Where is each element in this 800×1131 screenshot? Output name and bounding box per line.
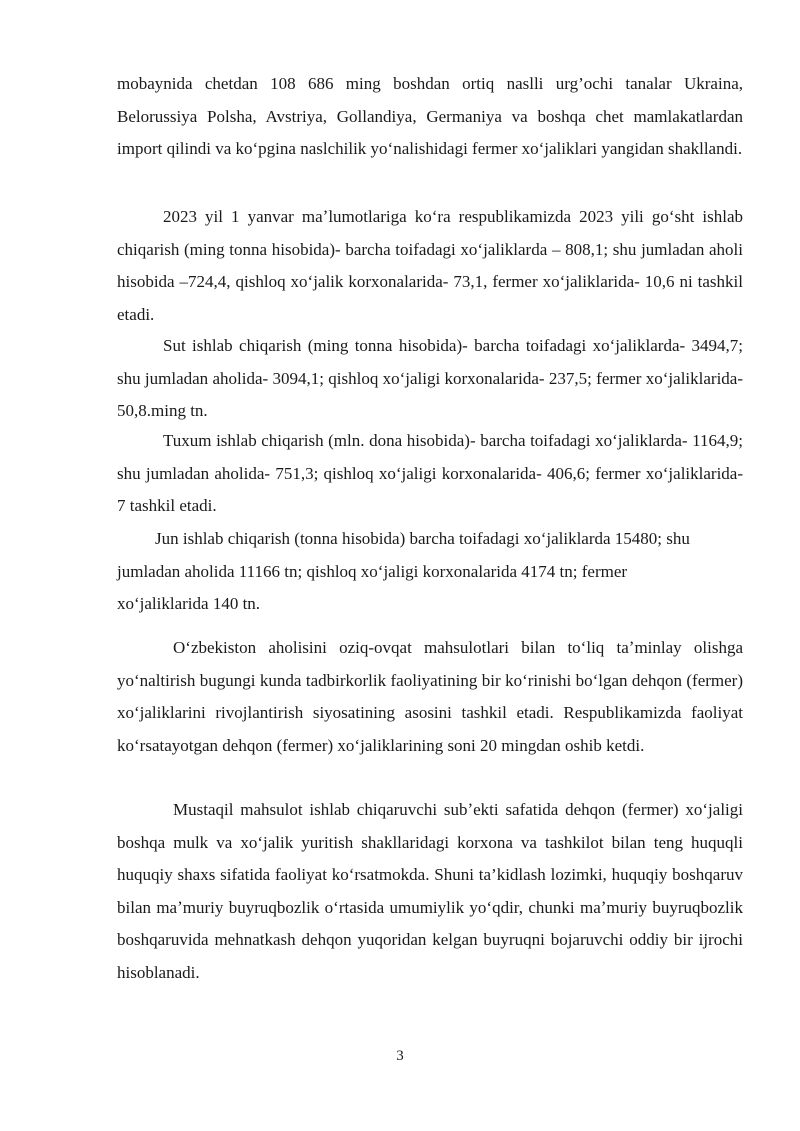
paragraph-farm-development: Oʻzbekiston aholisini oziq-ovqat mahsulotlari bilan toʻliq taʼminlay olishga yoʻnaltirish bugungi kunda tadbirkorlik faoliyatining bir koʻrinishi boʻlgan dehqon (fermer) xoʻjaliklarini rivojlantirish siyosatining asosini tashkil etadi. Respublikamizda faoliyat koʻrsatayotgan dehqon (fermer) xoʻjaliklarining soni 20 mingdan oshib ketdi. bbox=[117, 638, 743, 755]
paragraph-wool-production: Jun ishlab chiqarish (tonna hisobida) barcha toifadagi xoʻjaliklarda 15480; shu jumladan aholida 11166 tn; qishloq xoʻjaligi korxonalarida 4174 tn; fermer xoʻjaliklarida 140 tn. bbox=[117, 529, 690, 613]
paragraph-legal-status: Mustaqil mahsulot ishlab chiqaruvchi subʼekti safatida dehqon (fermer) xoʻjaligi boshqa mulk va xoʻjalik yuritish shakllaridagi korxona va tashkilot bilan teng huquqli huquqiy shaxs sifatida faoliyat koʻrsatmokda. Shuni ta’kidlash lozimki, huquqiy boshqaruv bilan maʼmuriy buyruqbozlik oʻrtasida umumiylik yoʻqdir, chunki maʼmuriy buyruqbozlik boshqaruvida mehnatkash dehqon yuqoridan kelgan buyruqni bojaruvchi oddiy bir ijrochi hisoblanadi. bbox=[117, 800, 743, 982]
paragraph-meat-production: 2023 yil 1 yanvar maʼlumotlariga koʻra respublikamizda 2023 yili goʻsht ishlab chiqarish (ming tonna hisobida)- barcha toifadagi xoʻjaliklarda – 808,1; shu jumladan aholi hisobida –724,4, qishloq xoʻjalik korxonalarida- 73,1, fermer xoʻjaliklarida- 10,6 ni tashkil etadi. bbox=[117, 207, 743, 324]
paragraph-egg-production: Tuxum ishlab chiqarish (mln. dona hisobida)- barcha toifadagi xoʻjaliklarda- 1164,9; shu jumladan aholida- 751,3; qishloq xoʻjaligi korxonalarida- 406,6; fermer xoʻjaliklarida- 7 tashkil etadi. bbox=[117, 431, 743, 515]
paragraph-milk-production: Sut ishlab chiqarish (ming tonna hisobida)- barcha toifadagi xoʻjaliklarda- 3494,7; shu jumladan aholida- 3094,1; qishloq xoʻjaligi korxonalarida- 237,5; fermer xoʻjaliklarida- 50,8.ming tn. bbox=[117, 336, 743, 420]
paragraph-import-continuation: mobaynida chetdan 108 686 ming boshdan ortiq naslli urg’ochi tanalar Ukraina, Belorussiya Polsha, Avstriya, Gollandiya, Germaniya va boshqa chet mamlakatlardan import qilindi va koʻpgina naslchilik yoʻnalishidagi fermer xoʻjaliklari yangidan shakllandi. bbox=[117, 74, 743, 158]
page-number: 3 bbox=[396, 1048, 404, 1064]
